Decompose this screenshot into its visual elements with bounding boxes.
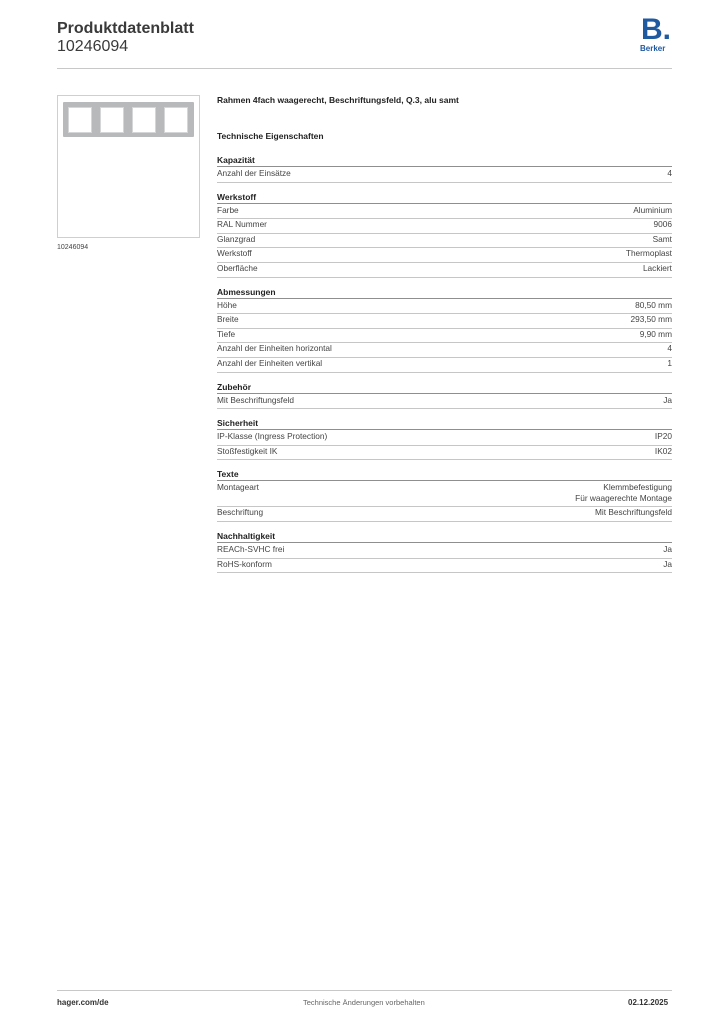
spec-row [217,168,672,183]
spec-row [217,544,672,559]
spec-value: Ja [663,558,672,569]
spec-label: IP-Klasse (Ingress Protection) [217,431,328,442]
spec-value: IP20 [654,431,672,442]
group-title: Texte [217,469,239,480]
spec-row [217,300,672,315]
spec-value: Ja [663,394,672,405]
header-divider [57,68,672,69]
product-image [57,95,200,238]
group-title: Werkstoff [217,191,257,202]
group-title: Nachhaltigkeit [217,531,276,541]
group-divider [217,166,672,167]
spec-label: Anzahl der Einsätze [217,168,291,178]
spec-label: Höhe [217,299,237,310]
spec-label: RoHS-konform [217,558,272,569]
spec-label: Farbe [217,204,239,215]
logo-mark: B. [641,13,671,46]
spec-row [217,559,672,574]
spec-row [217,314,672,329]
spec-row [217,329,672,344]
spec-value: Ja [663,544,672,554]
spec-row [217,205,672,220]
spec-label: Anzahl der Einheiten horizontal [217,343,332,354]
spec-row [217,219,672,234]
spec-value: 1 [667,358,672,368]
spec-label: Stoßfestigkeit IK [217,445,278,456]
spec-label: RAL Nummer [217,219,267,230]
spec-row [217,343,672,358]
group-divider [217,298,672,299]
spec-label: Beschriftung [217,507,264,518]
group-divider [217,393,672,394]
spec-row [217,234,672,249]
group-title: Abmessungen [217,286,276,297]
group-title: Kapazität [217,155,255,165]
spec-value: Aluminium [633,204,672,215]
footer-note: Technische Änderungen vorbehalten [303,998,425,1007]
spec-value: 9,90 mm [639,328,672,339]
spec-row [217,358,672,373]
group-divider [217,542,672,543]
spec-value: Thermoplast [625,248,672,259]
spec-value: Klemmbefestigung [603,482,672,493]
spec-label: Montageart [217,482,259,493]
frame-opening [68,107,92,133]
spec-label: Glanzgrad [217,233,256,244]
spec-label: REACh-SVHC frei [217,544,285,554]
spec-row [217,395,672,410]
spec-value: 9006 [653,219,672,230]
footer-divider [57,990,672,991]
group-divider [217,429,672,430]
spec-value: 80,50 mm [635,299,672,310]
spec-value: 4 [667,343,672,354]
product-title: Rahmen 4fach waagerecht, Beschriftungsfeld, Q.3, alu samt [217,95,459,105]
footer-website: hager.com/de [57,998,109,1007]
spec-value-secondary: Für waagerechte Montage [575,492,672,503]
berker-logo [640,13,674,53]
spec-row [217,507,672,522]
spec-row [217,446,672,461]
spec-value: IK02 [654,445,672,456]
section-title: Technische Eigenschaften [217,131,324,141]
spec-value: 4 [667,168,672,178]
spec-row [217,482,672,507]
spec-label: Mit Beschriftungsfeld [217,394,295,405]
spec-row [217,263,672,278]
spec-label: Anzahl der Einheiten vertikal [217,358,323,368]
logo-text: Berker [640,44,666,53]
image-caption: 10246094 [57,244,89,251]
group-title: Zubehör [217,381,251,392]
spec-label: Breite [217,314,239,325]
doc-number: 10246094 [57,38,129,55]
frame-graphic [63,102,194,137]
frame-opening [164,107,188,133]
group-divider [217,480,672,481]
spec-row [217,431,672,446]
spec-value: Mit Beschriftungsfeld [594,507,672,518]
footer-date: 02.12.2025 [628,998,669,1007]
frame-opening [132,107,156,133]
group-title: Sicherheit [217,418,259,429]
spec-label: Oberfläche [217,263,258,273]
spec-label: Tiefe [217,328,236,339]
spec-value: Samt [652,233,672,244]
spec-value: 293,50 mm [630,314,672,325]
spec-value: Lackiert [642,263,672,273]
spec-row [217,248,672,263]
group-divider [217,203,672,204]
frame-opening [100,107,124,133]
doc-title: Produktdatenblatt [57,20,194,37]
spec-label: Werkstoff [217,248,252,259]
